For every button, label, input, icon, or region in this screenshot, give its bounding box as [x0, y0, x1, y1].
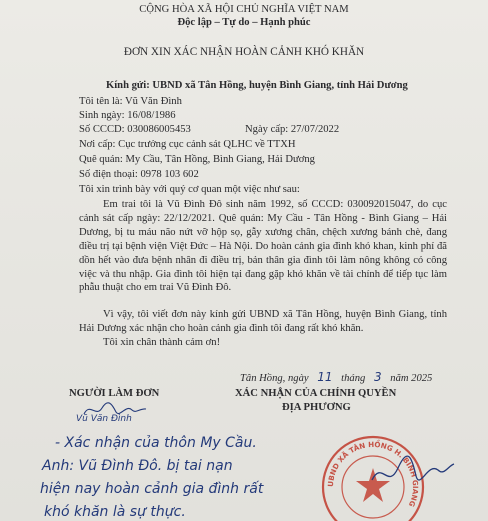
handwritten-line-3: hiện nay hoàn cảnh gia đình rất [40, 481, 264, 497]
request-paragraph: Vì vậy, tôi viết đơn này kính gửi UBND xã Tân Hồng, huyện Bình Giang, tỉnh Hải Dương xác nhận cho hoàn cảnh gia đình tôi đang rất khó khăn. [79, 309, 447, 334]
handwritten-line-1: - Xác nhận của thôn My Cầu. [55, 435, 257, 451]
date-line [240, 371, 432, 385]
applicant-name: Tôi tên là: Vũ Văn Đình [79, 96, 182, 107]
handwritten-line-2: Anh: Vũ Đình Đô. bị tai nạn [42, 458, 233, 474]
handwritten-line-4: khó khăn là sự thực. [44, 504, 186, 520]
date-year-label: năm 2025 [390, 373, 433, 384]
authority-label-2: ĐỊA PHƯƠNG [282, 402, 351, 413]
date-month-handwritten: 3 [373, 370, 382, 384]
applicant-dob: Sinh ngày: 16/08/1986 [79, 110, 176, 121]
applicant-signature-label: NGƯỜI LÀM ĐƠN [69, 388, 160, 399]
date-place: Tân Hồng, ngày [240, 373, 309, 384]
seal-text: UBND XÃ TÂN HỒNG H. BÌNH GIANG [325, 439, 421, 509]
applicant-handwritten-name: Vũ Văn Đình [76, 414, 132, 424]
applicant-issued-by: Nơi cấp: Cục trưởng cục cảnh sát QLHC về TTXH [79, 139, 296, 150]
country-header: CỘNG HÒA XÃ HỘI CHỦ NGHĨA VIỆT NAM [139, 4, 349, 15]
applicant-phone: Số điện thoại: 0978 103 602 [79, 169, 199, 180]
intro-line: Tôi xin trình bày với quý cơ quan một việc như sau: [79, 184, 300, 195]
authority-label-1: XÁC NHẬN CỦA CHÍNH QUYỀN [235, 388, 397, 399]
body-paragraph: Em trai tôi là Vũ Đình Đô sinh năm 1992, số CCCD: 030092015047, do cục cảnh sát cấp ngày: 22/12/2021. Quê quán: My Cầu - Tân Hồng - Bình Giang – Hải Dương, bị tu máu não nứt vỡ hộp sọ, gẫy xương chân, chệch xương bánh chè, đang điều trị tại bệnh viện Việt Đức – Hà Nội. Do hoàn cảnh gia đình khó khan, kinh phí đã dồn hết vào đưa bệnh nhân đi điều trị, bản thân gia đình tôi làm nông không có công việc và thu nhập. Gia đình tôi hiện tại đang gặp khó khăn về tài chính để tiếp tục làm phẫu thuật cho em trai Vũ Đình Đô. [79, 199, 447, 294]
date-day-handwritten: 11 [317, 370, 333, 384]
applicant-issue-date: Ngày cấp: 27/07/2022 [245, 124, 340, 135]
date-month-label: tháng [341, 373, 366, 384]
document-title: ĐƠN XIN XÁC NHẬN HOÀN CẢNH KHÓ KHĂN [123, 46, 365, 58]
applicant-hometown: Quê quán: My Cầu, Tân Hồng, Bình Giang, Hải Dương [79, 154, 315, 165]
thanks-line: Tôi xin chân thành cảm ơn! [103, 337, 221, 348]
recipient-line: Kính gửi: UBND xã Tân Hồng, huyện Bình Giang, tỉnh Hải Dương [106, 80, 408, 91]
authority-signature [368, 450, 458, 500]
applicant-cccd: Số CCCD: 030086005453 [79, 124, 191, 135]
motto: Độc lập – Tự do – Hạnh phúc [177, 17, 311, 28]
